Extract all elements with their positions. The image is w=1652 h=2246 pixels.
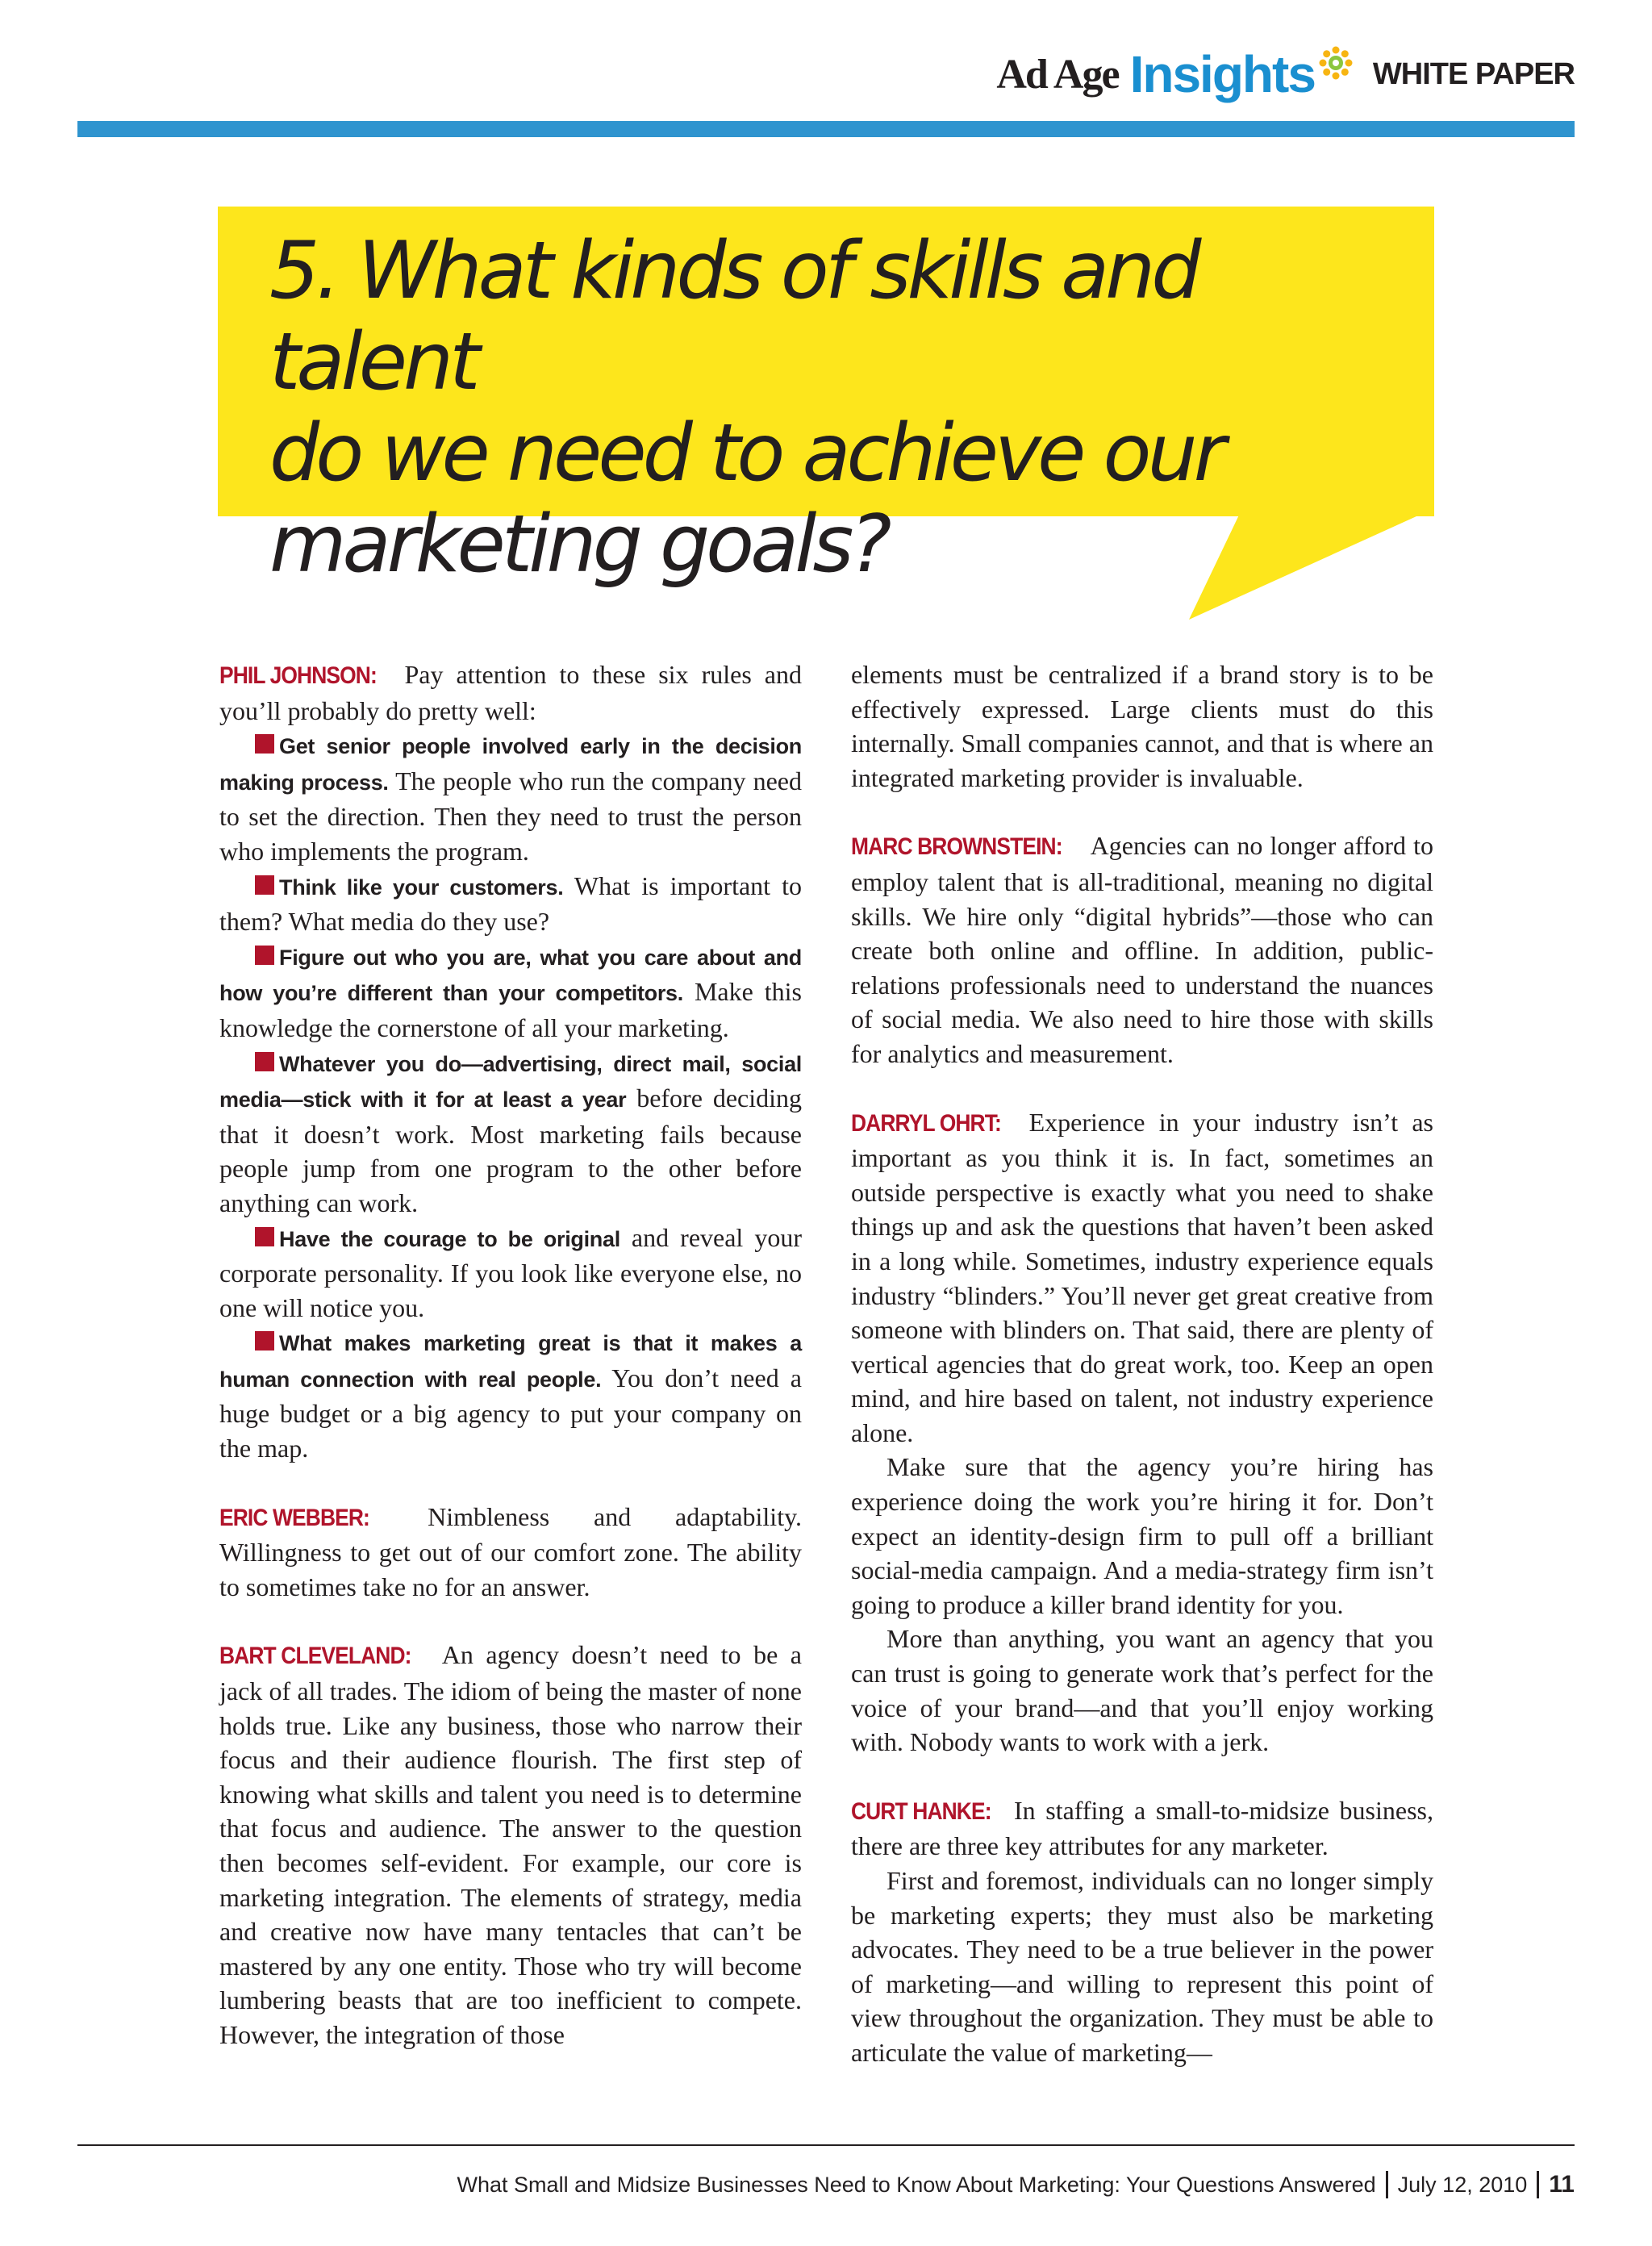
webber-answer: ERIC WEBBER: Nimbleness and adaptability. Willingness to get out of our comfort zone. The ability to sometimes take no for an answer.: [219, 1501, 802, 1601]
ohrt-paragraph: More than anything, you want an agency that you can trust is going to generate work that’s perfect for the voice of your brand—and that you’ll enjoy working with. Nobody wants to work with a jerk.: [851, 1624, 1433, 1757]
speaker-name: ERIC WEBBER:: [219, 1504, 369, 1531]
square-bullet-icon: [255, 734, 274, 754]
johnson-intro: PHIL JOHNSON: Pay attention to these six rules and you’ll probably do pretty well:: [219, 660, 802, 725]
footer-separator: [1537, 2171, 1539, 2198]
footer-title: What Small and Midsize Businesses Need to Know About Marketing: Your Questions Answered: [457, 2172, 1376, 2197]
section-question: [269, 226, 1399, 591]
square-bullet-icon: [255, 1227, 274, 1246]
hanke-answer: CURT HANKE: In staffing a small-to-midsize business, there are three key attributes for any marketer.: [851, 1795, 1433, 1861]
page-footer: [457, 2169, 1575, 2201]
ohrt-answer: DARRYL OHRT: Experience in your industry isn’t as important as you think it is. In fact, sometimes an outside perspective is exactly what you need to shake things up and ask the questions that haven’t been asked in a long while. Sometimes, industry experience equals industry “blinders.” You’ll never get great creative from someone with blinders on. That said, there are plenty of vertical agencies that do great work, too. Keep an open mind, and hire based on talent, not industry experience alone.: [851, 1107, 1433, 1447]
left-column: [219, 658, 802, 2052]
square-bullet-icon: [255, 1331, 274, 1351]
cleveland-answer: BART CLEVELAND: An agency doesn’t need to be a jack of all trades. The idiom of being the master of none holds true. Like any business, those who narrow their focus and their audience flourish. The first step of knowing what skills and talent you need is to determine that focus and audience. The answer to the question then becomes self-evident. For example, our core is marketing integration. The elements of strategy, media and creative now have many tentacles that can’t be mastered by any one entity. Those who try will become lumbering beasts that are too inefficient to compete. However, the integration of those: [219, 1640, 802, 2049]
footer-date: July 12, 2010: [1397, 2172, 1528, 2197]
square-bullet-icon: [255, 946, 274, 965]
ohrt-paragraph: Make sure that the agency you’re hiring has experience doing the work you’re hiring it for. Don’t expect an identity-design firm to pull off a brilliant social-media campaign. And a media-strategy firm isn’t going to produce a killer brand identity for you.: [851, 1452, 1433, 1619]
question-line: marketing goals?: [269, 499, 888, 591]
square-bullet-icon: [255, 1052, 274, 1071]
speaker-name: BART CLEVELAND:: [219, 1643, 411, 1670]
speaker-name: CURT HANKE:: [851, 1797, 991, 1825]
footer-separator: [1386, 2171, 1388, 2198]
cleveland-answer-continued: elements must be centralized if a brand story is to be effectively expressed. Large clients must do this internally. Small companies cannot, and that is where an integrated marketing provider is invaluable.: [851, 660, 1433, 792]
rule-item: What makes marketing great is that it makes a human connection with real people. You don’t need a huge budget or a big agency to put your company on the map.: [219, 1331, 802, 1463]
brand-adage: Ad Age: [996, 51, 1119, 98]
rule-item: Figure out who you are, what you care about and how you’re different than your competitors. Make this knowledge the cornerstone of all your marketing.: [219, 945, 803, 1042]
brand-insights: Insights: [1129, 45, 1315, 103]
right-column: [851, 658, 1433, 2070]
square-bullet-icon: [255, 875, 274, 895]
question-line: 5. What kinds of skills and talent: [269, 225, 1198, 408]
speaker-name: DARRYL OHRT:: [851, 1109, 1001, 1137]
brownstein-answer: MARC BROWNSTEIN: Agencies can no longer afford to employ talent that is all-traditional, meaning no digital skills. We hire only “digital hybrids”—those who can create both online and offline. In addition, public-relations professionals need to understand the nuances of social media. We also need to hire those with skills for analytics and measurement.: [851, 831, 1433, 1068]
question-line: do we need to achieve our: [269, 407, 1222, 499]
speaker-name: PHIL JOHNSON:: [219, 662, 377, 689]
white-paper-label: WHITE PAPER: [1372, 56, 1575, 91]
page-number: 11: [1549, 2171, 1575, 2198]
rule-item: Get senior people involved early in the decision making process. The people who run the company need to set the direction. Then they need to trust the person who implements the program.: [219, 734, 802, 866]
footer-rule: [77, 2144, 1575, 2146]
rule-item: Whatever you do—advertising, direct mail, social media—stick with it for at least a year before deciding that it doesn’t work. Most marketing fails because people jump from one program to the other before anything can work.: [219, 1051, 803, 1217]
hanke-paragraph: First and foremost, individuals can no longer simply be marketing experts; they must also be marketing advocates. They need to be a true believer in the power of marketing—and willing to represent this point of view throughout the organization. They must be able to articulate the value of marketing—: [851, 1866, 1433, 2067]
rule-item: Think like your customers. What is important to them? What media do they use?: [219, 870, 802, 937]
rule-item: Have the courage to be original and reveal your corporate personality. If you look like everyone else, no one will notice you.: [219, 1222, 802, 1322]
speaker-name: MARC BROWNSTEIN:: [851, 833, 1062, 861]
